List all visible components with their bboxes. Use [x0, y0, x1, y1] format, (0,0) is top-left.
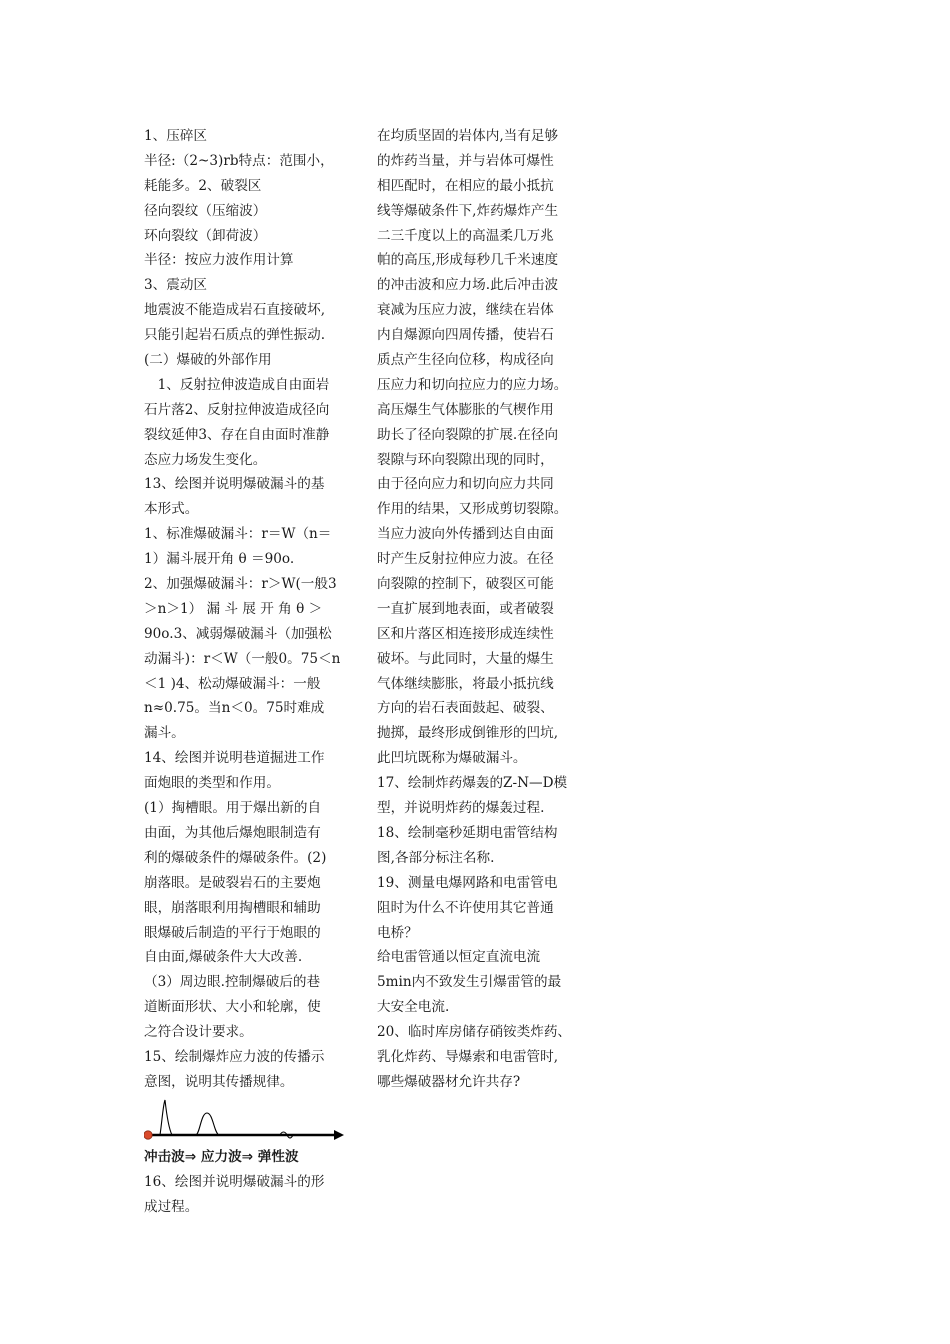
text-line: 道断面形状、大小和轮廓，使: [144, 999, 321, 1016]
text-line: 二三千度以上的高温柔几万兆: [377, 227, 554, 244]
text-line: 的炸药当量，并与岩体可爆性: [377, 152, 554, 169]
text-line: 乳化炸药、导爆索和电雷管时,: [377, 1048, 559, 1065]
blast-source-dot: [144, 1131, 152, 1139]
shock-wave-pulse: [160, 1100, 172, 1135]
text-line: 20、临时库房储存硝铵类炸药、: [377, 1024, 572, 1041]
text-line: 破坏。与此同时，大量的爆生: [377, 650, 554, 667]
text-line: 90o.3、减弱爆破漏斗（加强松: [144, 625, 332, 642]
left-column: [144, 124, 344, 1219]
stress-wave-pulse: [196, 1113, 219, 1135]
text-line: 崩落眼。是破裂岩石的主要炮: [144, 874, 321, 891]
text-line: 半径：按应力波作用计算: [144, 252, 294, 269]
text-line: （3）周边眼.控制爆破后的巷: [144, 974, 321, 991]
text-line: 由面，为其他后爆炮眼制造有: [144, 824, 321, 841]
text-line: 只能引起岩石质点的弹性振动.: [144, 327, 326, 344]
text-line: 此凹坑既称为爆破漏斗。: [377, 750, 527, 767]
text-line: 助长了径向裂隙的扩展.在径向: [377, 426, 559, 443]
text-line: 方向的岩石表面鼓起、破裂、: [377, 700, 554, 717]
text-line: 质点产生径向位移，构成径向: [377, 352, 554, 369]
text-line: 图,各部分标注名称.: [377, 849, 495, 866]
text-line: 电桥？: [377, 924, 418, 941]
text-line: 高压爆生气体膨胀的气楔作用: [377, 401, 554, 418]
text-line: 成过程。: [144, 1198, 199, 1215]
text-line: 作用的结果，又形成剪切裂隙。: [377, 501, 568, 518]
axis-arrowhead: [334, 1130, 344, 1140]
text-line: 1）漏斗展开角 θ ＝90o.: [144, 551, 295, 568]
text-line: 阻时为什么不许使用其它普通: [377, 899, 554, 916]
text-line: 2、加强爆破漏斗：r＞W(一般3: [144, 576, 337, 593]
text-line: 大安全电流.: [377, 999, 450, 1016]
wave-caption: 冲击波⇒ 应力波⇒ 弹性波: [144, 1148, 299, 1165]
text-line: 型，并说明炸药的爆轰过程.: [377, 800, 545, 817]
text-line: 石片落2、反射拉伸波造成径向: [144, 401, 330, 418]
left-text-block-bottom: [144, 1170, 344, 1220]
stress-wave-svg: [144, 1097, 344, 1145]
text-line: (1）掏槽眼。用于爆出新的自: [144, 800, 322, 817]
text-line: 15、绘制爆炸应力波的传播示: [144, 1048, 325, 1065]
text-line: 态应力场发生变化。: [144, 451, 267, 468]
text-line: 本形式。: [144, 501, 199, 518]
text-line: 时产生反射拉伸应力波。在径: [377, 551, 554, 568]
text-line: 径向裂纹（压缩波）: [144, 202, 267, 219]
stress-wave-diagram: [144, 1097, 344, 1145]
text-line: 在均质坚固的岩体内,当有足够: [377, 128, 559, 144]
text-line: n≈0.75。当n＜0。75时难成: [144, 700, 325, 717]
text-line: 动漏斗)：r＜W（一般0。75＜n: [144, 650, 341, 667]
text-line: 漏斗。: [144, 725, 185, 742]
text-line: 利的爆破条件的爆破条件。(2): [144, 849, 327, 866]
text-line: 面炮眼的类型和作用。: [144, 775, 280, 792]
text-line: 衰减为压应力波，继续在岩体: [377, 302, 554, 319]
text-line: 气体继续膨胀，将最小抵抗线: [377, 675, 554, 692]
text-line: 内自爆源向四周传播，使岩石: [377, 327, 554, 344]
text-line: 5min内不致发生引爆雷管的最: [377, 974, 562, 991]
text-line: 抛掷，最终形成倒锥形的凹坑,: [377, 725, 559, 742]
text-line: 哪些爆破器材允许共存?: [377, 1073, 521, 1090]
right-text-block: [377, 124, 587, 1095]
text-line: 一直扩展到地表面，或者破裂: [377, 600, 554, 617]
text-line: 环向裂纹（卸荷波）: [144, 227, 267, 244]
text-line: 由于径向应力和切向应力共同: [377, 476, 554, 493]
text-line: 眼，崩落眼利用掏槽眼和辅助: [144, 899, 321, 916]
text-line: 意图，说明其传播规律。: [144, 1073, 294, 1090]
text-line: 半径:（2~3)rb特点：范围小，: [144, 152, 334, 169]
text-line: 压应力和切向拉应力的应力场。: [377, 376, 568, 393]
text-line: 1、反射拉伸波造成自由面岩: [144, 376, 330, 393]
text-line: ＜1 )4、松动爆破漏斗：一般: [144, 675, 321, 692]
text-line: 16、绘图并说明爆破漏斗的形: [144, 1173, 325, 1190]
text-line: 区和片落区相连接形成连续性: [377, 625, 554, 642]
right-column: [377, 124, 587, 1095]
text-line: 19、测量电爆网路和电雷管电: [377, 874, 558, 891]
text-line: 耗能多。2、破裂区: [144, 177, 262, 194]
text-line: 14、绘图并说明巷道掘进工作: [144, 750, 325, 767]
text-line: 当应力波向外传播到达自由面: [377, 526, 554, 543]
text-line: (二）爆破的外部作用: [144, 352, 272, 369]
text-line: 的冲击波和应力场.此后冲击波: [377, 277, 559, 294]
text-line: 裂隙与环向裂隙出现的同时，: [377, 451, 554, 468]
text-line: 1、压碎区: [144, 128, 208, 144]
text-line: 自由面,爆破条件大大改善.: [144, 949, 303, 966]
text-line: 向裂隙的控制下，破裂区可能: [377, 576, 554, 593]
text-line: 18、绘制毫秒延期电雷管结构: [377, 824, 558, 841]
text-line: 相匹配时，在相应的最小抵抗: [377, 177, 554, 194]
text-line: ＞n＞1） 漏 斗 展 开 角 θ ＞: [144, 600, 323, 617]
text-line: 给电雷管通以恒定直流电流: [377, 949, 541, 966]
text-line: 帕的高压,形成每秒几千米速度: [377, 252, 559, 269]
text-line: 13、绘图并说明爆破漏斗的基: [144, 476, 325, 493]
text-line: 地震波不能造成岩石直接破坏,: [144, 302, 326, 319]
left-text-block: [144, 124, 344, 1095]
text-line: 1、标准爆破漏斗：r＝W（n＝: [144, 526, 332, 543]
text-line: 裂纹延伸3、存在自由面时准静: [144, 426, 330, 443]
text-line: 线等爆破条件下,炸药爆炸产生: [377, 202, 559, 219]
text-line: 之符合设计要求。: [144, 1024, 253, 1041]
text-line: 眼爆破后制造的平行于炮眼的: [144, 924, 321, 941]
text-line: 17、绘制炸药爆轰的Z-N—D模: [377, 775, 568, 792]
text-line: 3、震动区: [144, 277, 208, 294]
